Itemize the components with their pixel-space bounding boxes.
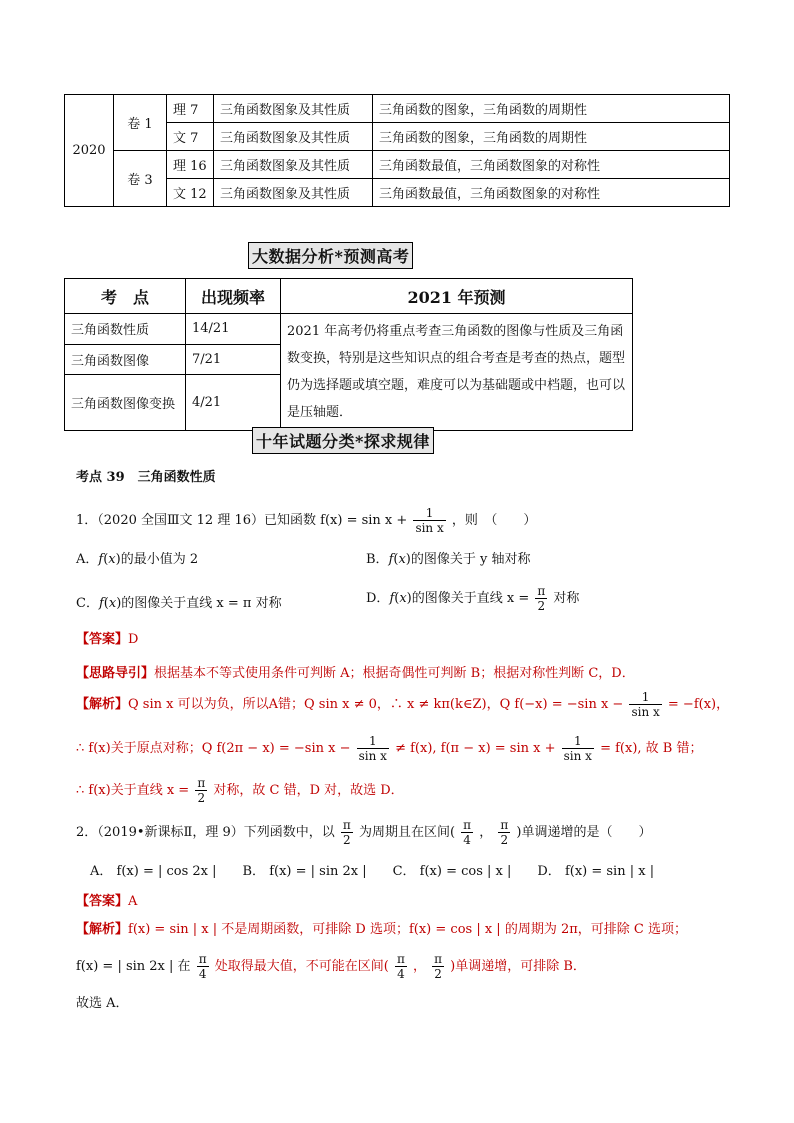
frequency-cell: 4/21 [186,375,281,431]
section-title: 考点 39 三角函数性质 [76,470,216,485]
topic-cell: 三角函数图象及其性质 [214,123,373,151]
q1-guide: 【思路导引】根据基本不等式使用条件可判断 A；根据奇偶性可判断 B；根据对称性判断 C，D． [76,666,635,681]
function-expr: f(x) = sin x + [320,513,408,528]
q1-stem-text: 1．（2020 全国Ⅲ文 12 理 16）已知函数 [76,513,317,528]
frequency-table [64,278,633,431]
q1-analysis-line2: ∴ f(x)关于原点对称；Q f(2π − x) = −sin x − $\frac{1}{\text{sin x}}$ ≠ f(x), f(π − x) = sin x + $\frac{1}{\text{sin x}}$ = f(x), 故 B 错； [76,734,703,763]
point-cell: 三角函数图像变换 [65,375,186,431]
detail-cell: 三角函数最值，三角函数图象的对称性 [373,179,730,207]
detail-cell: 三角函数最值，三角函数图象的对称性 [373,151,730,179]
question-cell: 文 12 [167,179,214,207]
point-cell: 三角函数性质 [65,314,186,345]
prediction-cell: 2021 年高考仍将重点考查三角函数的图像与性质及三角函数变换，特别是这些知识点的组合考查是考查的热点，题型仍为选择题或填空题，难度可以为基础题或中档题，也可以是压轴题． [281,314,633,431]
q2-answer: 【答案】A [76,894,138,909]
paper-cell: 卷 1 [114,95,167,151]
q2-options: A． f(x) = | cos 2x | B． f(x) = | sin 2x | C． f(x) = cos | x | D． f(x) = sin | x | [90,864,655,879]
header-point: 考 点 [65,279,186,314]
q2-analysis-line1: 【解析】f(x) = sin | x | 不是周期函数，可排除 D 选项；f(x) = cos | x | 的周期为 2π，可排除 C 选项； [76,922,687,937]
q1-stem: 1．（2020 全国Ⅲ文 12 理 16）已知函数 f(x) = sin x + $\frac{1}{\text{sin x}}$ ，则 （ ） [76,506,537,535]
year-cell: 2020 [65,95,114,207]
topic-cell: 三角函数图象及其性质 [214,95,373,123]
topic-cell: 三角函数图象及其性质 [214,179,373,207]
header-prediction: 2021 年预测 [281,279,633,314]
banner-big-data: 大数据分析*预测高考 [248,242,413,269]
banner-ten-years: 十年试题分类*探求规律 [252,427,434,454]
detail-cell: 三角函数的图象，三角函数的周期性 [373,123,730,151]
q1-option-a: A．f(x)的最小值为 2 [76,552,199,567]
paper-cell: 卷 3 [114,151,167,207]
q1-option-d: D．f(x)的图像关于直线 x = $\frac{\pi}{2}$ 对称 [366,584,580,613]
q2-conclusion: 故选 A． [76,996,129,1011]
header-frequency: 出现频率 [186,279,281,314]
q2-stem: 2．（2019•新课标Ⅱ，理 9）下列函数中，以 $\frac{\pi}{2}$ 为周期且在区间( $\frac{\pi}{4}$ ， $\frac{\pi}{2}$ )单调递增的是（ ） [76,818,652,847]
q1-option-c: C．f(x)的图像关于直线 x = π 对称 [76,596,282,611]
q2-analysis-line2: f(x) = | sin 2x | 在 $\frac{\pi}{4}$ 处取得最大值，不可能在区间( $\frac{\pi}{4}$ ， $\frac{\pi}{2}$ )单调递增，可排除 B． [76,952,586,981]
q1-option-b: B．f(x)的图像关于 y 轴对称 [366,552,531,567]
question-cell: 理 7 [167,95,214,123]
q1-analysis-line1: 【解析】Q sin x 可以为负，所以A错；Q sin x ≠ 0，∴ x ≠ kπ(k∈Z)，Q f(−x) = −sin x − $\frac{1}{\text{sin x}}$ = −f(x)， [76,690,730,719]
detail-cell: 三角函数的图象，三角函数的周期性 [373,95,730,123]
question-cell: 理 16 [167,151,214,179]
topic-cell: 三角函数图象及其性质 [214,151,373,179]
frequency-cell: 14/21 [186,314,281,345]
question-cell: 文 7 [167,123,214,151]
q1-analysis-line3: ∴ f(x)关于直线 x = $\frac{\pi}{2}$ 对称，故 C 错，D 对，故选 D． [76,776,404,805]
fraction: $\frac{1}{\text{sin x}}$ [415,506,444,535]
exam-history-table [64,94,730,207]
q1-answer: 【答案】D [76,632,139,647]
point-cell: 三角函数图像 [65,344,186,375]
frequency-cell: 7/21 [186,344,281,375]
